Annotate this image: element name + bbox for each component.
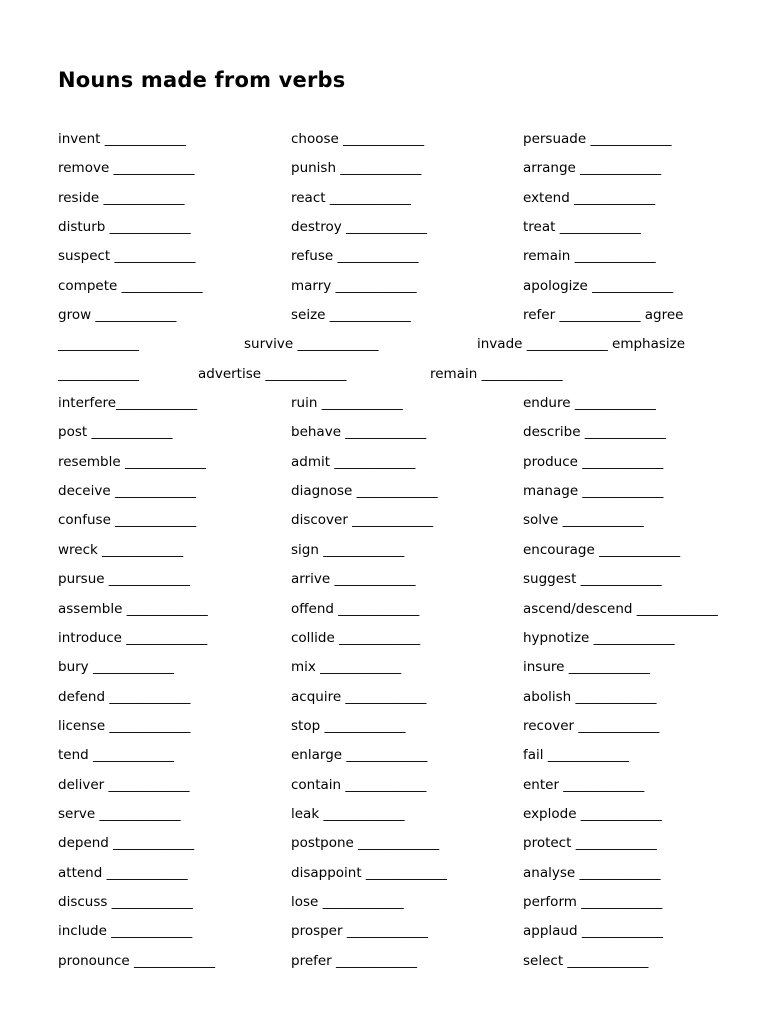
word-cell: advertise ____________: [198, 365, 347, 382]
word-cell: manage ____________: [523, 483, 664, 500]
word-cell: contain ____________: [291, 776, 427, 793]
word-cell: suspect ____________: [58, 248, 196, 265]
word-row: [58, 242, 738, 271]
word-cell: arrange ____________: [523, 160, 662, 177]
word-cell: disturb ____________: [58, 219, 191, 236]
word-cell: resemble ____________: [58, 453, 206, 470]
word-cell: marry ____________: [291, 277, 417, 294]
word-cell: punish ____________: [291, 160, 422, 177]
word-cell: deliver ____________: [58, 776, 190, 793]
word-row: [58, 125, 738, 154]
word-cell: analyse ____________: [523, 864, 661, 881]
word-cell: ruin ____________: [291, 395, 403, 412]
word-cell: perform ____________: [523, 893, 663, 910]
word-cell: remain ____________: [523, 248, 656, 265]
word-row: [58, 536, 738, 565]
word-row: [58, 829, 738, 858]
word-cell: react ____________: [291, 189, 411, 206]
word-row: [58, 683, 738, 712]
word-cell: encourage ____________: [523, 541, 681, 558]
word-cell: invade ____________ emphasize: [477, 336, 686, 353]
word-row: [58, 213, 738, 242]
word-cell: license ____________: [58, 717, 191, 734]
word-cell: remove ____________: [58, 160, 195, 177]
word-cell: refuse ____________: [291, 248, 419, 265]
word-row: [58, 448, 738, 477]
word-cell: compete ____________: [58, 277, 203, 294]
word-row: [58, 859, 738, 888]
word-cell: survive ____________: [244, 336, 379, 353]
word-row: [58, 301, 738, 330]
word-row: [58, 418, 738, 447]
word-cell: admit ____________: [291, 453, 416, 470]
word-cell: offend ____________: [291, 600, 420, 617]
word-cell: choose ____________: [291, 131, 425, 147]
page-title: Nouns made from verbs: [58, 68, 346, 92]
word-cell: attend ____________: [58, 864, 188, 881]
word-cell: applaud ____________: [523, 923, 663, 940]
word-row: [58, 506, 738, 535]
word-row: [58, 624, 738, 653]
word-cell: diagnose ____________: [291, 483, 438, 500]
word-cell: invent ____________: [58, 131, 186, 147]
word-row-wrap-2: [58, 360, 738, 389]
word-cell: endure ____________: [523, 395, 656, 412]
word-cell: wreck ____________: [58, 541, 184, 558]
word-cell: produce ____________: [523, 453, 664, 470]
word-cell: destroy ____________: [291, 219, 427, 236]
word-cell: postpone ____________: [291, 835, 440, 852]
word-cell: assemble ____________: [58, 600, 208, 617]
word-cell: extend ____________: [523, 189, 656, 206]
word-cell: disappoint ____________: [291, 864, 447, 881]
word-cell: persuade ____________: [523, 131, 672, 147]
word-cell: treat ____________: [523, 219, 641, 236]
word-cell: solve ____________: [523, 512, 644, 529]
word-cell: remain ____________: [430, 365, 563, 382]
word-cell: deceive ____________: [58, 483, 196, 500]
word-cell: grow ____________: [58, 307, 177, 324]
word-cell: hypnotize ____________: [523, 629, 675, 646]
word-cell: protect ____________: [523, 835, 657, 852]
word-cell: introduce ____________: [58, 629, 208, 646]
word-cell: ascend/descend ____________: [523, 600, 718, 617]
word-cell: defend ____________: [58, 688, 191, 705]
word-cell: explode ____________: [523, 805, 662, 822]
word-cell: confuse ____________: [58, 512, 197, 529]
word-row: [58, 947, 738, 976]
word-cell: apologize ____________: [523, 277, 674, 294]
word-cell: serve ____________: [58, 805, 181, 822]
word-cell: enter ____________: [523, 776, 645, 793]
word-row: [58, 741, 738, 770]
word-cell: suggest ____________: [523, 571, 662, 588]
word-cell: mix ____________: [291, 659, 402, 676]
word-cell: include ____________: [58, 923, 193, 940]
word-row: [58, 154, 738, 183]
word-cell: ____________: [58, 365, 139, 382]
word-row: [58, 800, 738, 829]
word-cell: describe ____________: [523, 424, 666, 441]
word-row: [58, 595, 738, 624]
word-cell: refer ____________ agree: [523, 307, 684, 324]
word-row: [58, 888, 738, 917]
word-cell: tend ____________: [58, 747, 175, 764]
word-row: [58, 653, 738, 682]
word-row: [58, 917, 738, 946]
word-cell: pronounce ____________: [58, 952, 216, 969]
word-cell: leak ____________: [291, 805, 405, 822]
word-cell: recover ____________: [523, 717, 660, 734]
word-cell: post ____________: [58, 424, 173, 441]
word-grid: [58, 125, 738, 976]
word-cell: sign ____________: [291, 541, 405, 558]
word-row: [58, 712, 738, 741]
word-cell: abolish ____________: [523, 688, 657, 705]
word-cell: fail ____________: [523, 747, 629, 764]
word-cell: acquire ____________: [291, 688, 427, 705]
word-row-wrap-1: [58, 330, 738, 359]
word-row: [58, 477, 738, 506]
word-cell: stop ____________: [291, 717, 406, 734]
word-cell: pursue ____________: [58, 571, 190, 588]
word-row: [58, 184, 738, 213]
word-cell: insure ____________: [523, 659, 650, 676]
word-cell: select ____________: [523, 952, 649, 969]
word-row: [58, 389, 738, 418]
word-row: [58, 272, 738, 301]
word-cell: discover ____________: [291, 512, 434, 529]
word-cell: reside ____________: [58, 189, 185, 206]
word-row: [58, 565, 738, 594]
word-cell: discuss ____________: [58, 893, 193, 910]
word-cell: lose ____________: [291, 893, 404, 910]
word-cell: interfere____________: [58, 395, 198, 412]
word-cell: seize ____________: [291, 307, 411, 324]
word-cell: prosper ____________: [291, 923, 428, 940]
word-row: [58, 771, 738, 800]
word-cell: ____________: [58, 336, 139, 353]
word-cell: arrive ____________: [291, 571, 416, 588]
word-cell: behave ____________: [291, 424, 427, 441]
word-cell: depend ____________: [58, 835, 195, 852]
word-cell: collide ____________: [291, 629, 421, 646]
word-cell: prefer ____________: [291, 952, 418, 969]
word-cell: bury ____________: [58, 659, 174, 676]
word-cell: enlarge ____________: [291, 747, 428, 764]
